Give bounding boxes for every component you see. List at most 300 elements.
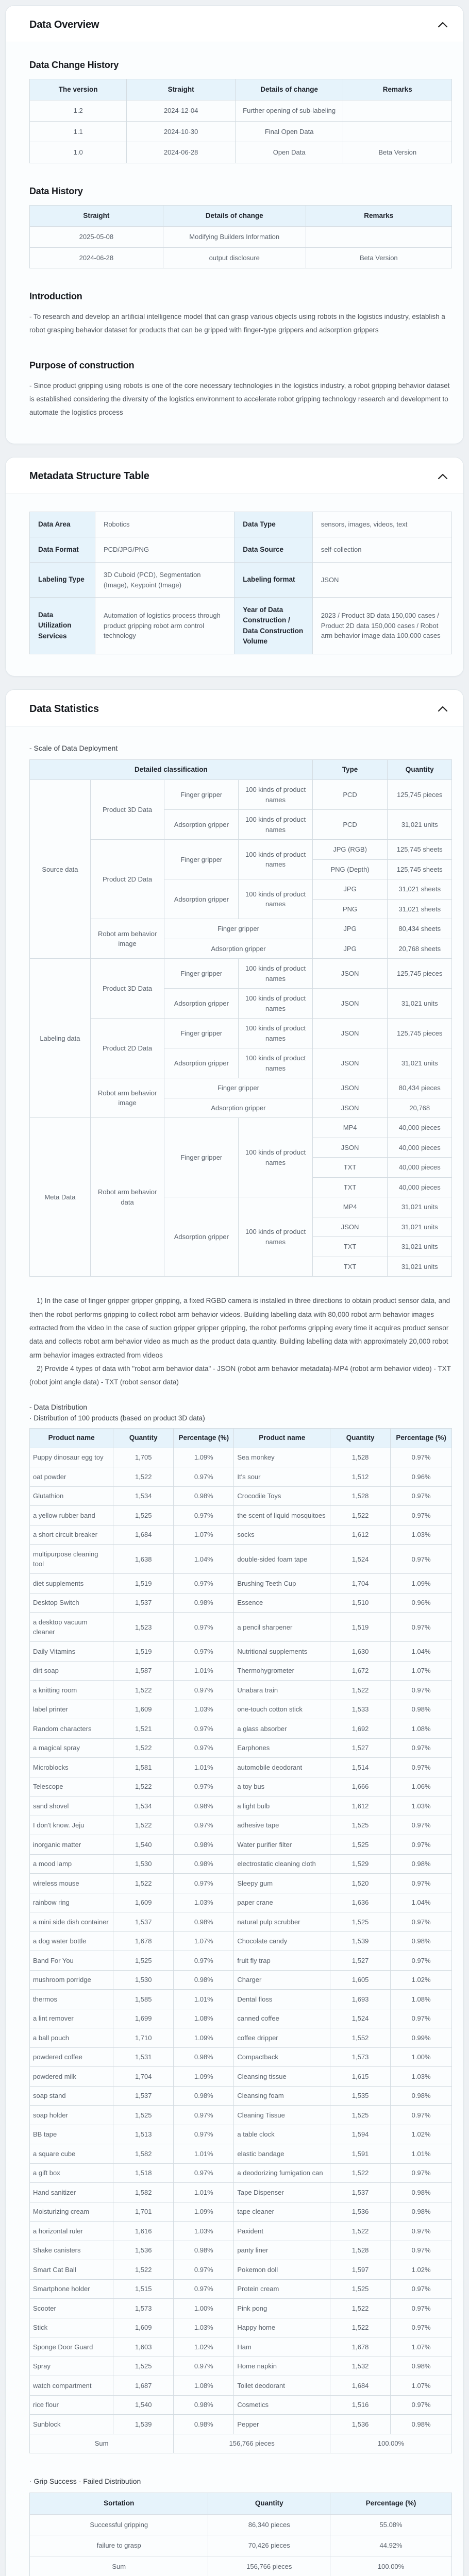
cell: 0.97%	[391, 2318, 452, 2337]
cell: 1,699	[113, 2009, 174, 2028]
cell: 1.04%	[391, 1893, 452, 1912]
cell: 100 kinds of product names	[239, 1197, 312, 1277]
cell: Moisturizing cream	[30, 2202, 113, 2222]
cell: a ball pouch	[30, 2028, 113, 2048]
table-row	[30, 2260, 452, 2280]
data-history-section	[29, 186, 452, 268]
cell: 1.07%	[391, 2337, 452, 2357]
cell: 0.98%	[174, 1593, 234, 1613]
cell: Toilet deodorant	[234, 2376, 330, 2396]
table-row	[30, 760, 452, 780]
cell: 1,522	[330, 2163, 391, 2183]
cell: 1,678	[330, 2337, 391, 2357]
cell: 1,519	[113, 1574, 174, 1594]
cell: Cleansing tissue	[234, 2067, 330, 2087]
cell: Beta Version	[306, 247, 451, 268]
cell: 1,615	[330, 2067, 391, 2087]
cell: Product 2D Data	[90, 840, 164, 919]
cell: 31,021 units	[388, 1237, 452, 1257]
cell: 2023 / Product 3D data 150,000 cases / Product 2D data 150,000 cases / Robot arm behavior image data 100,000 cases	[312, 598, 451, 654]
cell: a toy bus	[234, 1777, 330, 1797]
cell: Nutritional supplements	[234, 1642, 330, 1662]
cell: natural pulp scrubber	[234, 1912, 330, 1932]
table-row	[30, 1719, 452, 1739]
cell: 55.08%	[330, 2514, 452, 2535]
cell: Source data	[30, 780, 91, 959]
header-cell: Percentage (%)	[330, 2493, 452, 2514]
cell: 1,585	[113, 1990, 174, 2009]
table-row	[30, 247, 452, 268]
cell: 1,693	[330, 1990, 391, 2009]
metadata-structure-card	[5, 457, 464, 677]
cell: 0.97%	[174, 2125, 234, 2144]
cell: JPG	[312, 939, 388, 959]
data-change-history-section	[29, 60, 452, 163]
cell: 0.98%	[391, 2415, 452, 2434]
cell: 1,552	[330, 2028, 391, 2048]
cell: 1.09%	[174, 2067, 234, 2087]
cell: 1.03%	[174, 2318, 234, 2337]
chevron-up-icon[interactable]	[435, 702, 450, 716]
cell: 0.98%	[391, 2086, 452, 2106]
cell: 0.98%	[391, 1854, 452, 1874]
cell: 1.2	[30, 100, 127, 122]
cell: Happy home	[234, 2318, 330, 2337]
table-row	[30, 563, 452, 598]
cell: a deodorizing fumigation can	[234, 2163, 330, 2183]
table-row	[30, 1893, 452, 1912]
cell: 1,510	[330, 1593, 391, 1613]
cell: a dog water bottle	[30, 1931, 113, 1951]
cell: 2024-10-30	[127, 121, 235, 142]
cell: 1,684	[330, 2376, 391, 2396]
table-row	[30, 2144, 452, 2164]
cell: 1.00%	[174, 2299, 234, 2318]
metadata-structure-header	[6, 457, 463, 494]
cell: Hand sanitizer	[30, 2183, 113, 2202]
chevron-up-icon[interactable]	[435, 18, 450, 31]
cell: 100 kinds of product names	[239, 879, 312, 919]
table-row	[30, 1835, 452, 1855]
data-statistics-body	[6, 726, 463, 2576]
cell: Adsorption gripper	[164, 879, 239, 919]
cell: 1.01%	[391, 2144, 452, 2164]
cell: Adsorption gripper	[164, 939, 312, 959]
cell: Robot arm behavior data	[90, 1118, 164, 1277]
cell: Essence	[234, 1593, 330, 1613]
cell: 0.97%	[174, 1874, 234, 1893]
cell: 1.09%	[174, 2202, 234, 2222]
data-statistics-title: Data Statistics	[29, 703, 99, 715]
cell: Chocolate candy	[234, 1931, 330, 1951]
cell: a glass absorber	[234, 1719, 330, 1739]
cell: 1,520	[330, 1874, 391, 1893]
cell: Pepper	[234, 2415, 330, 2434]
cell: 1,605	[330, 1970, 391, 1990]
chevron-up-icon[interactable]	[435, 470, 450, 483]
cell: adhesive tape	[234, 1816, 330, 1835]
table-row	[30, 1078, 452, 1098]
cell: 0.98%	[391, 2183, 452, 2202]
cell: 1,704	[330, 1574, 391, 1594]
table-row	[30, 840, 452, 860]
cell: a short circuit breaker	[30, 1525, 113, 1545]
cell: 1,522	[330, 2299, 391, 2318]
introduction-text: - To research and develop an artificial intelligence model that can grasp various objects using robots in the logistics industry, establish a robot grasping behavior dataset for products that can be gripped with finger-type grippers and adsorption grippers	[29, 313, 445, 334]
cell: 40,000 pieces	[388, 1118, 452, 1138]
cell: powdered coffee	[30, 2047, 113, 2067]
note-1: 1) In the case of finger gripper gripper gripping, a fixed RGBD camera is installed in three directions to obtain product sensor data, and then the robot performs gripping to collect robot arm behavior videos. Building labelling data with 80,000 robot arm behavior images extracted from the video In the case of suction gripper gripper gripping, the robot performs gripping every time it acquires product sensor data and collects robot arm behavior video as much as the product data quantity. Building labelling data with approximately 20,000 robot arm behavior images extracted from videos	[29, 1297, 450, 1359]
cell: 1.04%	[391, 1642, 452, 1662]
cell: 1,516	[330, 2395, 391, 2415]
data-overview-card	[5, 5, 464, 444]
header-cell: Product name	[234, 1428, 330, 1448]
cell: Charger	[234, 1970, 330, 1990]
table-row	[30, 1506, 452, 1526]
cell: 1.00%	[391, 2047, 452, 2067]
cell: 1,582	[113, 2144, 174, 2164]
cell: Cosmetics	[234, 2395, 330, 2415]
table-row	[30, 2415, 452, 2434]
cell: MP4	[312, 1197, 388, 1217]
cell: 1,539	[113, 2415, 174, 2434]
cell: 1,528	[330, 2241, 391, 2260]
cell: Protein cream	[234, 2279, 330, 2299]
cell: a gift box	[30, 2163, 113, 2183]
cell: 0.97%	[391, 1758, 452, 1777]
cell: 70,426 pieces	[208, 2535, 330, 2556]
cell: 1,594	[330, 2125, 391, 2144]
cell: 31,021 units	[388, 1217, 452, 1237]
cell: 1,692	[330, 1719, 391, 1739]
cell: 1,522	[330, 1681, 391, 1700]
cell: 1,616	[113, 2222, 174, 2241]
cell: Finger gripper	[164, 1078, 312, 1098]
cell: 1,537	[330, 2183, 391, 2202]
cell: 1,533	[330, 1700, 391, 1719]
cell: It's sour	[234, 1467, 330, 1487]
cell: Labeling data	[30, 959, 91, 1118]
cell: 1,522	[113, 1467, 174, 1487]
cell: powdered milk	[30, 2067, 113, 2087]
table-row	[30, 2299, 452, 2318]
table-row	[30, 2202, 452, 2222]
cell: PCD/JPG/PNG	[95, 537, 234, 562]
cell: 1.09%	[391, 1574, 452, 1594]
cell: 0.98%	[174, 1854, 234, 1874]
cell: Crocodile Toys	[234, 1486, 330, 1506]
table-row	[30, 2086, 452, 2106]
table-row	[30, 1545, 452, 1574]
table-row	[30, 1642, 452, 1662]
table-row	[30, 2067, 452, 2087]
cell: Finger gripper	[164, 1019, 239, 1048]
cell: 0.97%	[391, 2395, 452, 2415]
cell: MP4	[312, 1118, 388, 1138]
table-row	[30, 1951, 452, 1971]
cell: 1.02%	[174, 2337, 234, 2357]
cell: panty liner	[234, 2241, 330, 2260]
cell: a table clock	[234, 2125, 330, 2144]
header-cell: The version	[30, 79, 127, 100]
cell: JSON	[312, 1019, 388, 1048]
cell: Sponge Door Guard	[30, 2337, 113, 2357]
cell: 1.03%	[391, 1797, 452, 1816]
cell: 3D Cuboid (PCD), Segmentation (Image), Keypoint (Image)	[95, 563, 234, 598]
cell: 0.97%	[174, 1777, 234, 1797]
header-cell: Remarks	[343, 79, 452, 100]
cell: Product 3D Data	[90, 959, 164, 1019]
cell: Adsorption gripper	[164, 1098, 312, 1118]
table-row	[30, 2028, 452, 2048]
cell: 1.03%	[391, 2067, 452, 2087]
cell: Further opening of sub-labeling	[235, 100, 343, 122]
cell: Adsorption gripper	[164, 989, 239, 1019]
cell: JPG	[312, 919, 388, 939]
cell: 100 kinds of product names	[239, 989, 312, 1019]
cell: Product 3D Data	[90, 780, 164, 840]
table-row	[30, 1854, 452, 1874]
cell: 0.97%	[391, 1545, 452, 1574]
data-change-history-table	[29, 79, 452, 163]
cell: 1,522	[113, 1681, 174, 1700]
cell: 1,612	[330, 1797, 391, 1816]
cell: 80,434 sheets	[388, 919, 452, 939]
cell: Finger gripper	[164, 919, 312, 939]
cell: 31,021 units	[388, 1048, 452, 1078]
cell: 0.98%	[174, 1970, 234, 1990]
metadata-structure-title: Metadata Structure Table	[29, 470, 149, 482]
cell: 1,525	[330, 1912, 391, 1932]
cell: rice flour	[30, 2395, 113, 2415]
cell: 1,532	[330, 2357, 391, 2376]
cell: JSON	[312, 1098, 388, 1118]
cell: 1,527	[330, 1738, 391, 1758]
page-title: Data Overview	[29, 19, 99, 30]
grip-success-failed-label: · Grip Success - Failed Distribution	[29, 2477, 141, 2486]
cell: diet supplements	[30, 1574, 113, 1594]
cell: 0.98%	[174, 2047, 234, 2067]
cell: Sum	[30, 2556, 208, 2576]
cell: JPG	[312, 879, 388, 900]
cell: Glutathion	[30, 1486, 113, 1506]
cell: 1.03%	[174, 2222, 234, 2241]
cell: 1.07%	[174, 1931, 234, 1951]
cell: 1.02%	[391, 2260, 452, 2280]
cell: 31,021 sheets	[388, 879, 452, 900]
cell: 1.01%	[174, 2183, 234, 2202]
table-row	[30, 2556, 452, 2576]
header-cell: Remarks	[306, 205, 451, 226]
cell: Sunblock	[30, 2415, 113, 2434]
cell: Robotics	[95, 512, 234, 537]
table-row	[30, 1990, 452, 2009]
table-row	[30, 1467, 452, 1487]
cell: 1,525	[113, 2357, 174, 2376]
cell: Water purifier filter	[234, 1835, 330, 1855]
cell: 1.07%	[391, 1661, 452, 1681]
table-row	[30, 1700, 452, 1719]
cell: 1.02%	[391, 2125, 452, 2144]
cell: 1,515	[113, 2279, 174, 2299]
cell: 0.96%	[391, 1467, 452, 1487]
cell: 1,522	[330, 1506, 391, 1526]
data-distribution-label: - Data Distribution	[29, 1402, 88, 1411]
table-row	[30, 598, 452, 654]
cell: 0.97%	[391, 2163, 452, 2183]
cell: 1,529	[330, 1854, 391, 1874]
cell: JSON	[312, 1138, 388, 1158]
cell: 1,514	[330, 1758, 391, 1777]
cell: 0.98%	[391, 1700, 452, 1719]
table-row	[30, 205, 452, 226]
table-row	[30, 1019, 452, 1048]
cell: 1,573	[113, 2299, 174, 2318]
header-cell: Straight	[127, 79, 235, 100]
cell: Dental floss	[234, 1990, 330, 2009]
header-cell: Quantity	[388, 760, 452, 780]
cell: 0.97%	[391, 1874, 452, 1893]
cell: 0.97%	[391, 2241, 452, 2260]
grip-success-failed-table	[29, 2493, 452, 2576]
cell: 1,525	[330, 2279, 391, 2299]
cell: Pink pong	[234, 2299, 330, 2318]
cell: 1.02%	[391, 1970, 452, 1990]
cell: a knitting room	[30, 1681, 113, 1700]
cell: 1,636	[330, 1893, 391, 1912]
cell: BB tape	[30, 2125, 113, 2144]
product-distribution-table	[29, 1428, 452, 2454]
header-cell: Percentage (%)	[391, 1428, 452, 1448]
cell: 1,705	[113, 1448, 174, 1467]
cell: Tape Dispenser	[234, 2183, 330, 2202]
cell: 1,687	[113, 2376, 174, 2396]
cell: 1.04%	[174, 1545, 234, 1574]
cell: canned coffee	[234, 2009, 330, 2028]
cell: 44.92%	[330, 2535, 452, 2556]
cell: 1,536	[330, 2202, 391, 2222]
cell: 1.01%	[174, 1661, 234, 1681]
section-title-introduction: Introduction	[29, 291, 82, 301]
cell: Final Open Data	[235, 121, 343, 142]
product-distribution-label: · Distribution of 100 products (based on product 3D data)	[29, 1414, 205, 1422]
cell: Finger gripper	[164, 959, 239, 989]
cell: a horizontal ruler	[30, 2222, 113, 2241]
cell: JSON	[312, 959, 388, 989]
cell: 0.97%	[391, 2106, 452, 2125]
cell: Sleepy gum	[234, 1874, 330, 1893]
cell: 1,609	[113, 1893, 174, 1912]
cell: 100 kinds of product names	[239, 1048, 312, 1078]
cell: 0.97%	[174, 1719, 234, 1739]
cell: Brushing Teeth Cup	[234, 1574, 330, 1594]
cell: 0.98%	[174, 1835, 234, 1855]
cell: Home napkin	[234, 2357, 330, 2376]
data-statistics-card	[5, 689, 464, 2576]
cell: 0.97%	[391, 1506, 452, 1526]
cell: Puppy dinosaur egg toy	[30, 1448, 113, 1467]
table-row	[30, 1681, 452, 1700]
cell: 1,522	[113, 2260, 174, 2280]
cell: TXT	[312, 1158, 388, 1178]
cell: PNG (Depth)	[312, 859, 388, 879]
cell: 1,591	[330, 2144, 391, 2164]
header-cell: Details of change	[163, 205, 306, 226]
cell: 0.97%	[391, 1816, 452, 1835]
cell: 0.98%	[174, 2415, 234, 2434]
cell: 1,522	[113, 1777, 174, 1797]
table-row	[30, 2376, 452, 2396]
cell: sensors, images, videos, text	[312, 512, 451, 537]
cell: 1,522	[330, 2318, 391, 2337]
cell: 125,745 sheets	[388, 859, 452, 879]
cell: a square cube	[30, 2144, 113, 2164]
cell: Unabara train	[234, 1681, 330, 1700]
cell: JSON	[312, 989, 388, 1019]
metadata-structure-body	[6, 494, 463, 676]
cell: 1,519	[113, 1642, 174, 1662]
table-row	[30, 100, 452, 122]
cell: 1,534	[113, 1486, 174, 1506]
cell: 0.97%	[391, 1681, 452, 1700]
cell: 1,536	[330, 2415, 391, 2434]
cell: 0.98%	[174, 1912, 234, 1932]
table-row	[30, 142, 452, 163]
cell: watch compartment	[30, 2376, 113, 2396]
cell: 1.08%	[174, 2009, 234, 2028]
cell: 1.0	[30, 142, 127, 163]
cell: 0.97%	[391, 1951, 452, 1971]
cell: 0.97%	[174, 2106, 234, 2125]
cell: oat powder	[30, 1467, 113, 1487]
cell: Automation of logistics process through product gripping robot arm control technology	[95, 598, 234, 654]
cell: Adsorption gripper	[164, 1048, 239, 1078]
table-row	[30, 512, 452, 537]
cell: a light bulb	[234, 1797, 330, 1816]
cell: Band For You	[30, 1951, 113, 1971]
cell: 1.01%	[174, 1758, 234, 1777]
header-cell: Type	[312, 760, 388, 780]
cell: PCD	[312, 780, 388, 810]
cell: a mood lamp	[30, 1854, 113, 1874]
cell: 0.96%	[391, 1593, 452, 1613]
cell: 1,710	[113, 2028, 174, 2048]
cell: tape cleaner	[234, 2202, 330, 2222]
cell: 100 kinds of product names	[239, 810, 312, 840]
table-row	[30, 1574, 452, 1594]
cell: 1,684	[113, 1525, 174, 1545]
table-row	[30, 780, 452, 810]
cell: 31,021 units	[388, 810, 452, 840]
table-row	[30, 959, 452, 989]
data-overview-header	[6, 6, 463, 42]
cell: 0.99%	[391, 2028, 452, 2048]
cell: 0.97%	[174, 1613, 234, 1642]
cell: Modifying Builders Information	[163, 227, 306, 248]
section-title-data-history: Data History	[29, 185, 83, 196]
header-cell: Quantity	[208, 2493, 330, 2514]
cell: 1,525	[113, 1951, 174, 1971]
data-statistics-header	[6, 690, 463, 726]
cell: Meta Data	[30, 1118, 91, 1277]
cell: 1.09%	[174, 2028, 234, 2048]
cell: 1.08%	[391, 1719, 452, 1739]
cell: JPG (RGB)	[312, 840, 388, 860]
cell: 1.06%	[391, 1777, 452, 1797]
header-cell: Labeling Type	[30, 563, 95, 598]
cell: Microblocks	[30, 1758, 113, 1777]
cell: 0.97%	[174, 2163, 234, 2183]
